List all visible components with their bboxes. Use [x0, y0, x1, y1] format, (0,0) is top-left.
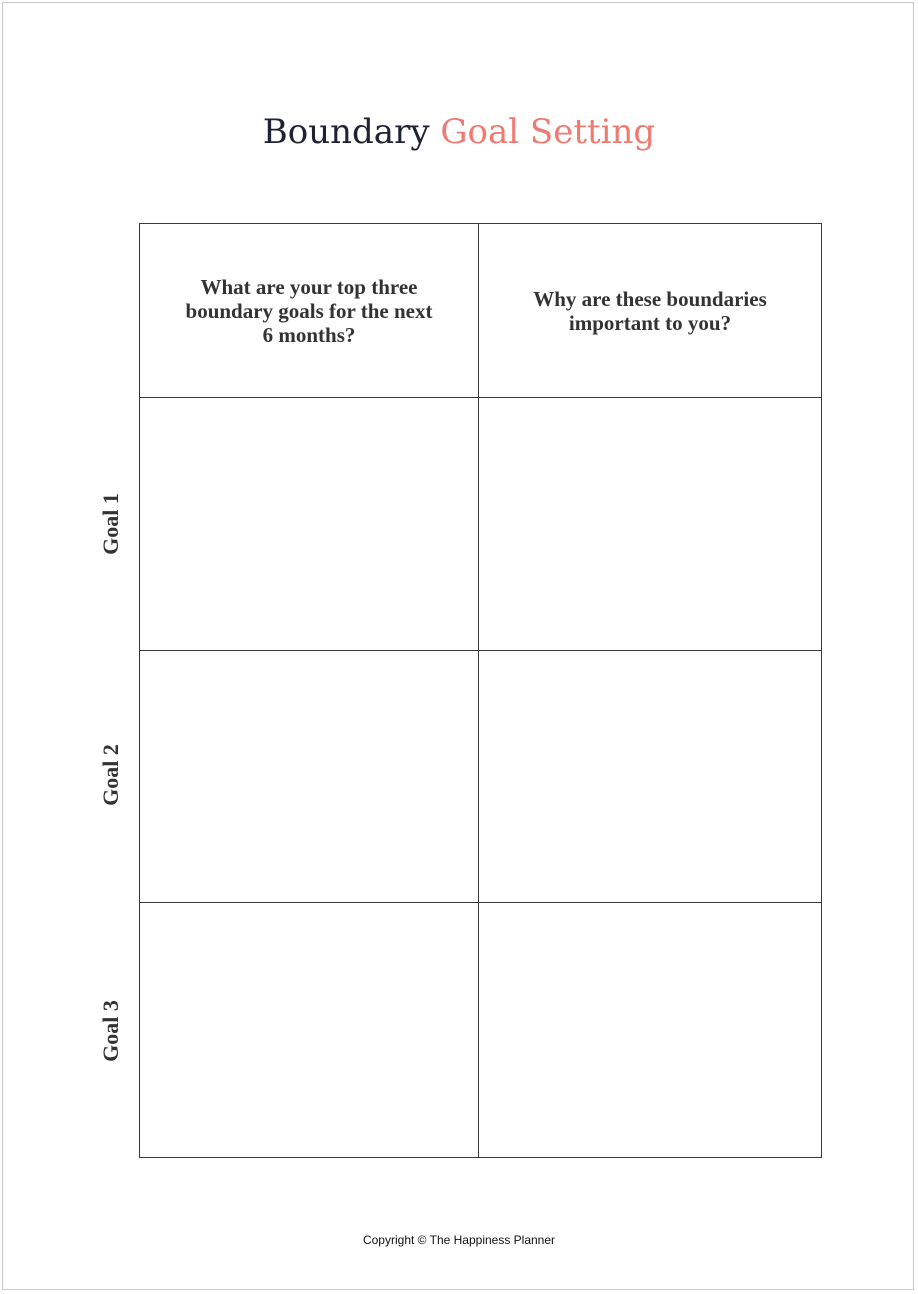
goal-3-entry-cell[interactable] [140, 902, 479, 1157]
goal-3-reason-cell[interactable] [479, 902, 822, 1157]
goal-1-label: Goal 1 [98, 493, 123, 555]
goal-2-label: Goal 2 [98, 744, 123, 806]
page-title [0, 110, 918, 154]
title-part-boundary: Boundary [262, 112, 430, 152]
header-cell-goals [140, 224, 479, 398]
table-row-goal-3 [140, 902, 822, 1157]
goal-setting-table [139, 223, 822, 1158]
table-row-goal-2 [140, 651, 822, 902]
question-top-three-goals: What are your top three boundary goals for the next 6 months? [185, 274, 433, 347]
goal-1-reason-cell[interactable] [479, 398, 822, 651]
table-row-goal-1 [140, 398, 822, 651]
title-part-goal-setting: Goal Setting [440, 112, 656, 152]
goal-1-entry-cell[interactable] [140, 398, 479, 651]
goal-3-label: Goal 3 [98, 1000, 123, 1062]
header-cell-why [479, 224, 822, 398]
question-why-important: Why are these boundaries important to you? [533, 286, 767, 335]
table-header-row [140, 224, 822, 398]
goal-2-entry-cell[interactable] [140, 651, 479, 902]
goal-2-reason-cell[interactable] [479, 651, 822, 902]
copyright-footer: Copyright © The Happiness Planner [362, 1233, 556, 1247]
